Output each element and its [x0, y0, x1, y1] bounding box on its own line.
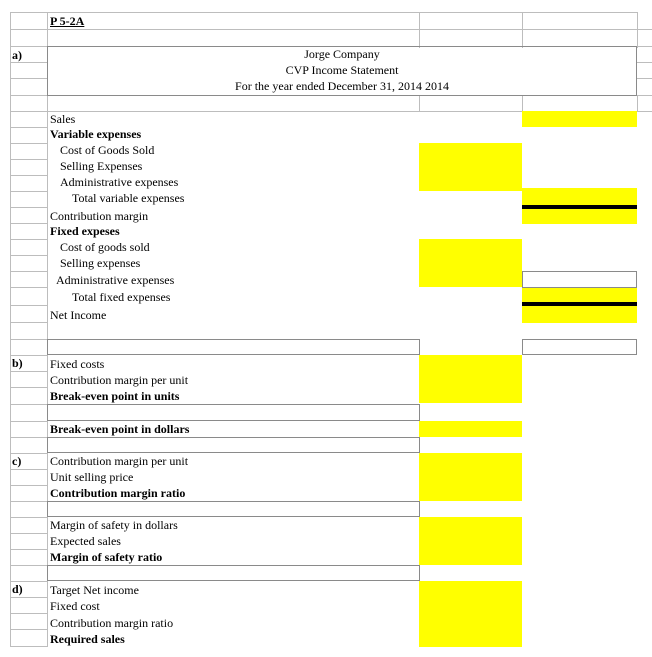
grid-line [10, 12, 637, 13]
grid-line [637, 12, 638, 48]
grid-line [10, 287, 47, 288]
row-label-contribution-margin: Contribution margin [50, 209, 149, 223]
section-label-a: a) [12, 48, 22, 62]
input-cell-part-b[interactable] [419, 355, 522, 403]
empty-cell[interactable] [47, 565, 420, 581]
input-cell-fixed-expenses[interactable] [419, 239, 522, 287]
row-label-bep-dollars: Break-even point in dollars [50, 422, 190, 436]
grid-line [10, 646, 47, 647]
total-underline [522, 302, 637, 306]
row-label-cm-per-unit-c: Contribution margin per unit [50, 454, 189, 468]
row-label-target-ni: Target Net income [50, 583, 139, 597]
grid-line [10, 437, 47, 438]
grid-line [10, 12, 11, 647]
empty-cell[interactable] [522, 339, 637, 355]
grid-line [10, 239, 47, 240]
grid-line [10, 517, 47, 518]
input-cell-variable-expenses[interactable] [419, 143, 522, 191]
grid-line [10, 271, 47, 272]
row-label-admin: Administrative expenses [60, 175, 179, 189]
grid-line [10, 29, 652, 30]
grid-line [10, 469, 47, 470]
row-label-fixed-costs: Fixed costs [50, 357, 105, 371]
row-label-required-sales: Required sales [50, 632, 125, 646]
grid-line [10, 629, 47, 630]
empty-cell[interactable] [47, 437, 420, 453]
row-label-total-fixed: Total fixed expenses [72, 290, 171, 304]
grid-line [10, 191, 47, 192]
row-label-unit-price: Unit selling price [50, 470, 134, 484]
statement-period: For the year ended December 31, 2014 2014 [235, 79, 449, 93]
grid-line [522, 12, 523, 48]
grid-line [10, 207, 47, 208]
row-label-mos-dollars: Margin of safety in dollars [50, 518, 178, 532]
grid-line [637, 78, 652, 79]
statement-title: CVP Income Statement [285, 63, 399, 77]
grid-line [10, 597, 47, 598]
problem-title: P 5-2A [50, 14, 85, 28]
grid-line [10, 549, 47, 550]
grid-line [10, 371, 47, 372]
input-cell-sales[interactable] [522, 111, 637, 127]
grid-line [10, 143, 47, 144]
empty-cell[interactable] [47, 501, 420, 517]
input-cell-part-d[interactable] [419, 581, 522, 647]
total-underline [522, 205, 637, 209]
grid-line [10, 175, 47, 176]
grid-line [10, 223, 47, 224]
grid-line [10, 159, 47, 160]
row-label-net-income: Net Income [50, 308, 107, 322]
row-label-fixed-expenses: Fixed expeses [50, 224, 120, 238]
section-label-b: b) [12, 356, 23, 370]
grid-line [10, 565, 47, 566]
input-cell-bep-dollars[interactable] [419, 421, 522, 437]
row-label-fixed-cogs: Cost of goods sold [60, 240, 150, 254]
row-label-expected-sales: Expected sales [50, 534, 121, 548]
row-label-mos-ratio: Margin of safety ratio [50, 550, 163, 564]
input-cell-part-c-cm[interactable] [419, 453, 522, 501]
grid-line [10, 78, 47, 79]
empty-cell[interactable] [47, 339, 420, 355]
section-label-d: d) [12, 582, 23, 596]
grid-line [522, 95, 523, 111]
row-label-selling: Selling Expenses [60, 159, 143, 173]
grid-line [10, 485, 47, 486]
grid-line [637, 62, 652, 63]
row-label-fixed-selling: Selling expenses [60, 256, 141, 270]
grid-line [10, 62, 47, 63]
input-cell-part-c-mos[interactable] [419, 517, 522, 565]
grid-line [10, 533, 47, 534]
row-label-variable-expenses: Variable expenses [50, 127, 142, 141]
row-label-fixed-admin: Administrative expenses [56, 273, 175, 287]
company-name: Jorge Company [304, 47, 380, 61]
grid-line [10, 421, 47, 422]
section-label-c: c) [12, 454, 22, 468]
grid-line [10, 387, 47, 388]
grid-line [10, 339, 47, 340]
row-label-total-variable: Total variable expenses [72, 191, 185, 205]
grid-line [10, 613, 47, 614]
empty-cell[interactable] [47, 404, 420, 421]
grid-line [419, 95, 420, 111]
row-label-cm-ratio-d: Contribution margin ratio [50, 616, 174, 630]
grid-line [10, 255, 47, 256]
row-label-bep-units: Break-even point in units [50, 389, 180, 403]
grid-line [47, 12, 48, 647]
empty-cell[interactable] [522, 271, 637, 288]
grid-line [419, 12, 420, 48]
row-label-cm-per-unit: Contribution margin per unit [50, 373, 189, 387]
row-label-cm-ratio: Contribution margin ratio [50, 486, 186, 500]
grid-line [10, 305, 47, 306]
grid-line [10, 127, 47, 128]
row-label-sales: Sales [50, 112, 76, 126]
row-label-cogs: Cost of Goods Sold [60, 143, 155, 157]
grid-line [637, 95, 638, 111]
row-label-fixed-cost: Fixed cost [50, 599, 100, 613]
grid-line [10, 404, 47, 405]
grid-line [10, 501, 47, 502]
grid-line [10, 322, 47, 323]
